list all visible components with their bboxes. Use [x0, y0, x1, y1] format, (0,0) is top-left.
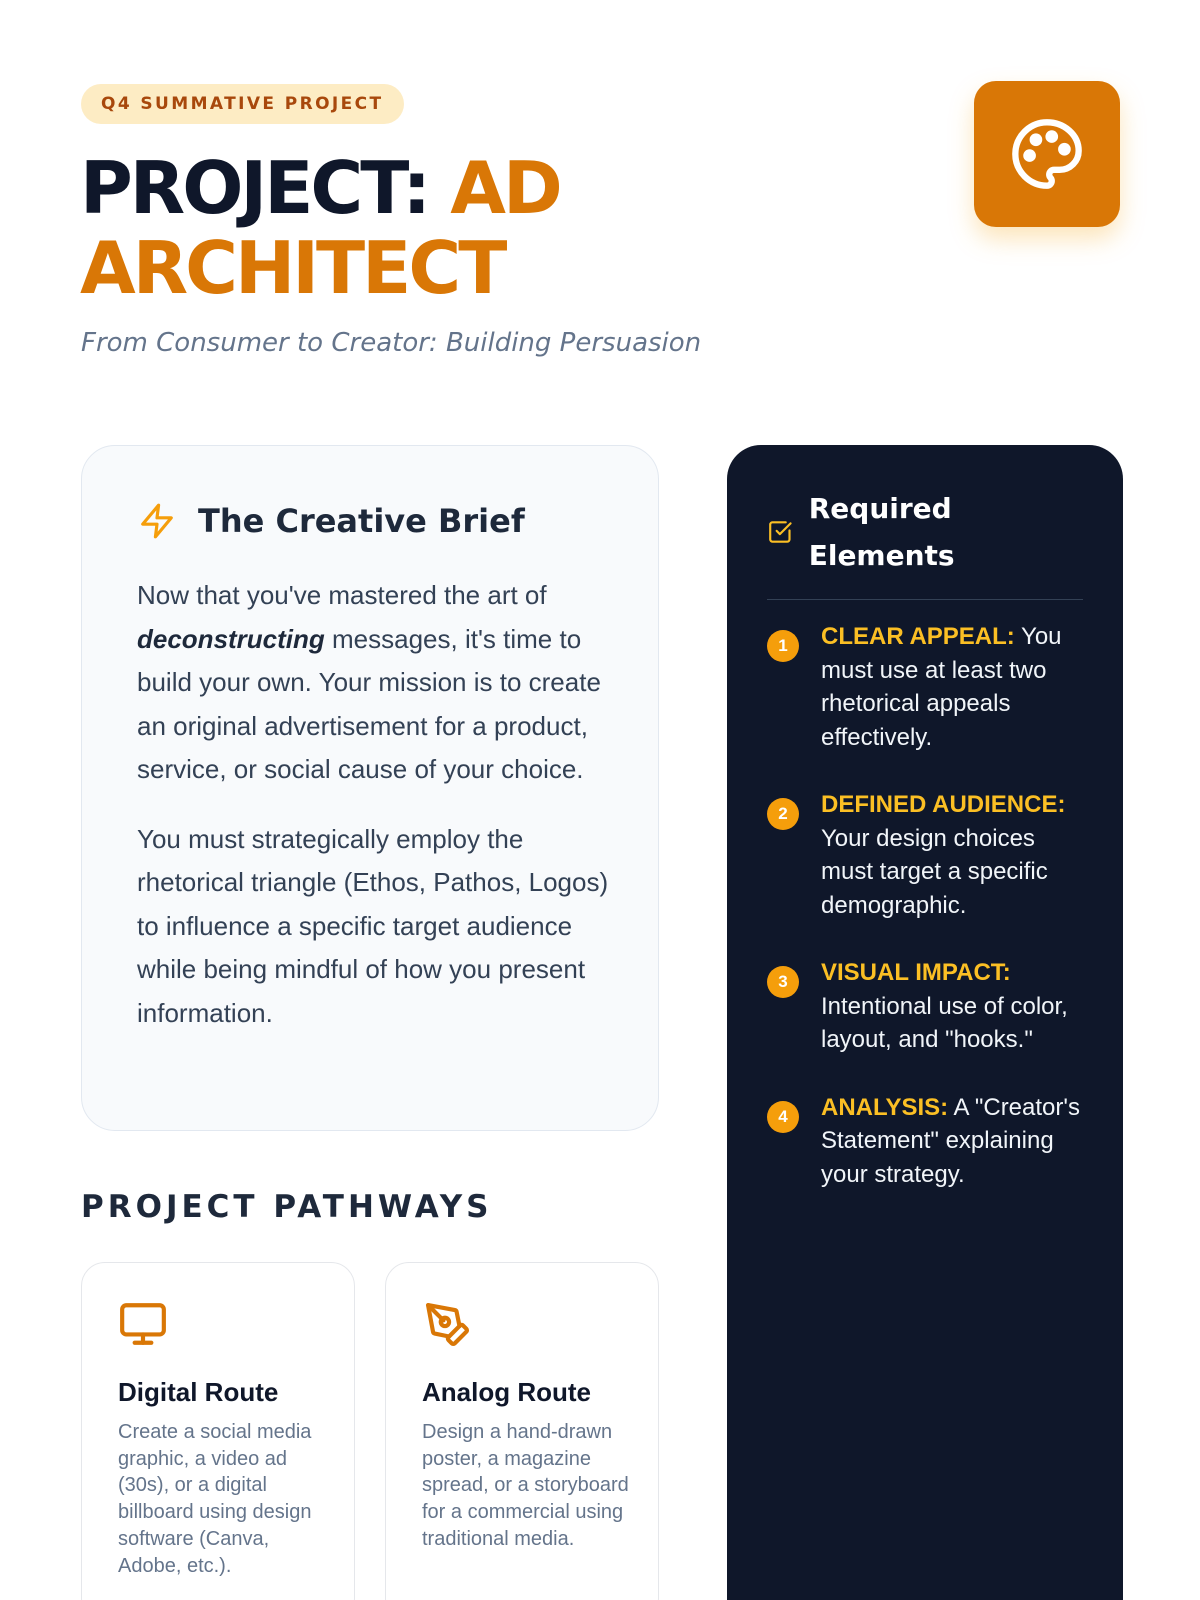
- brief-p1-before: Now that you've mastered the art of: [137, 580, 547, 610]
- item-text: [821, 788, 1092, 922]
- list-item: [767, 1091, 1092, 1192]
- item-description: Intentional use of color, layout, and "hooks.": [821, 992, 1068, 1053]
- brief-paragraph-2: You must strategically employ the rhetorical triangle (Ethos, Pathos, Logos) to influence a specific target audience while being mindful of how you present information.: [137, 823, 609, 1028]
- pathways-title: PROJECT PATHWAYS: [81, 1189, 493, 1225]
- list-item: [767, 956, 1092, 1057]
- required-elements-header: [767, 485, 1083, 600]
- item-label: DEFINED AUDIENCE:: [821, 791, 1066, 818]
- item-description: A "Creator's Statement" explaining your strategy.: [821, 1093, 1080, 1188]
- palette-icon: [1009, 116, 1085, 192]
- item-text: [821, 1091, 1092, 1192]
- digital-route-description: Create a social media graphic, a video ad (30s), or a digital billboard using design software (Canva, Adobe, etc.).: [118, 1421, 312, 1577]
- brief-p1-after: messages, it's time to build your own. Your mission is to create an original advertisement for a product, service, or social cause of your choice.: [137, 623, 601, 784]
- list-item: [767, 620, 1092, 754]
- required-elements-title: Required Elements: [808, 492, 955, 572]
- brief-paragraph-1: [137, 574, 617, 792]
- checkbox-icon: [767, 518, 793, 546]
- item-description: Your design choices must target a specific demographic.: [821, 824, 1048, 919]
- creative-brief-title: The Creative Brief: [198, 502, 525, 540]
- required-elements-panel: [727, 445, 1123, 1600]
- item-description: You must use at least two rhetorical appeals effectively.: [821, 623, 1062, 751]
- analog-route-title: Analog Route: [422, 1377, 591, 1407]
- title-prefix: PROJECT:: [80, 146, 429, 230]
- creative-brief-card: [81, 445, 659, 1131]
- project-badge: Q4 SUMMATIVE PROJECT: [81, 84, 404, 124]
- lightning-icon: [138, 502, 176, 540]
- analog-route-card: [385, 1262, 659, 1600]
- list-item: [767, 788, 1092, 922]
- creative-brief-header: [138, 502, 525, 540]
- item-text: [821, 620, 1092, 754]
- page-title: [80, 148, 880, 308]
- required-elements-list: [767, 620, 1092, 1225]
- item-number: 1: [767, 630, 799, 662]
- page-subtitle: From Consumer to Creator: Building Persuasion: [81, 328, 702, 358]
- item-label: ANALYSIS:: [821, 1093, 949, 1121]
- logo-tile: [974, 81, 1120, 227]
- pen-nib-icon: [422, 1299, 472, 1349]
- monitor-icon: [118, 1299, 168, 1349]
- item-text: [821, 956, 1092, 1057]
- digital-route-title: Digital Route: [118, 1377, 279, 1407]
- item-label: VISUAL IMPACT:: [821, 959, 1011, 986]
- analog-route-description: Design a hand-drawn poster, a magazine spread, or a storyboard for a commercial using traditional media.: [422, 1421, 629, 1550]
- creative-brief-body: [137, 574, 617, 1035]
- digital-route-card: [81, 1262, 355, 1600]
- item-label: CLEAR APPEAL:: [821, 623, 1015, 650]
- item-number: 4: [767, 1101, 799, 1133]
- brief-p1-emphasis: deconstructing: [137, 623, 325, 654]
- item-number: 2: [767, 798, 799, 830]
- item-number: 3: [767, 966, 799, 998]
- title-accent: AD ARCHITECT: [80, 146, 560, 310]
